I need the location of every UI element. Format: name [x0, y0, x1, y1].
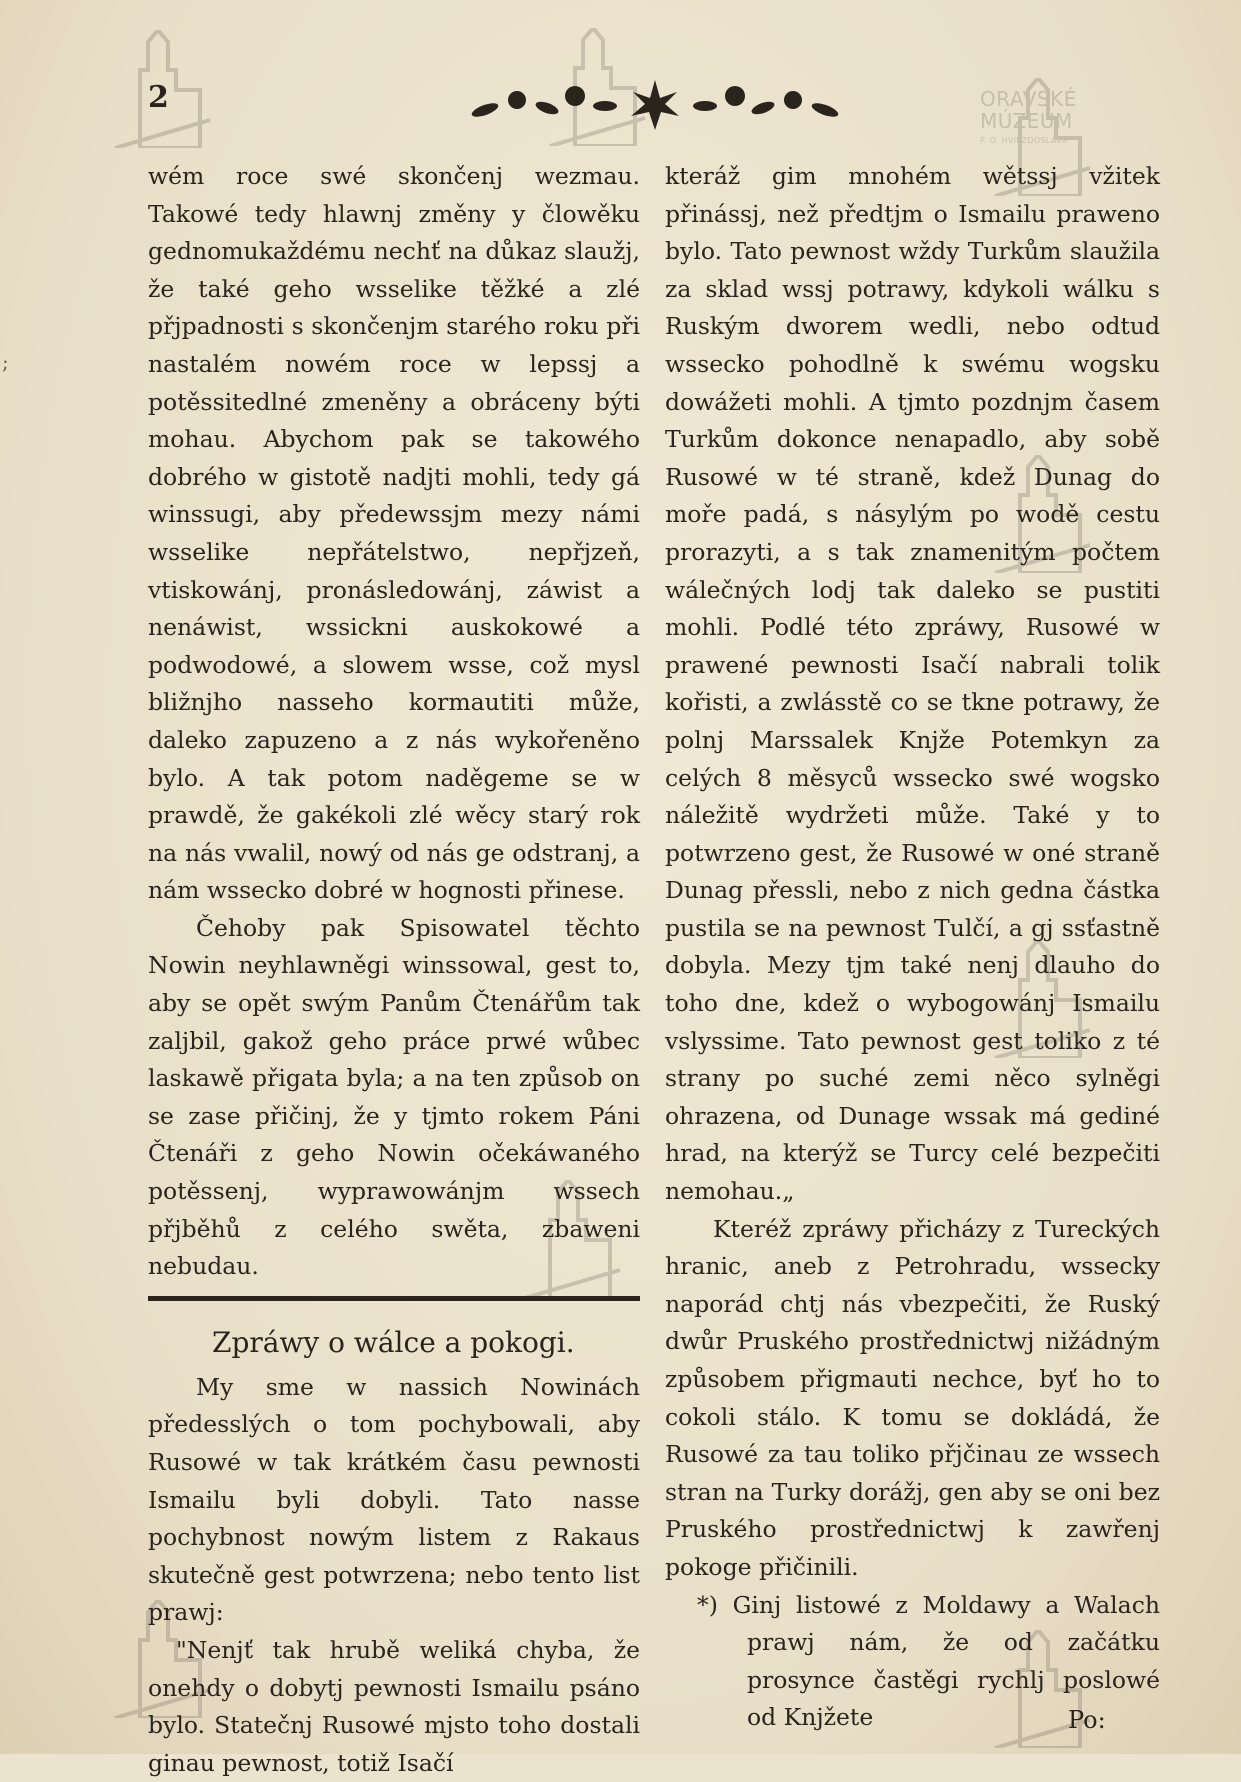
war-paragraph: My sme w nassich Nowinách předesslých o tom pochybowali, aby Rusowé w tak krátkém času pewnosti Ismailu byli dobyli. Tato nasse pochybnost nowým listem z Rakaus skutečně gest potwrzena; nebo tento list prawj:: [148, 1372, 640, 1627]
ornament-divider-icon: [465, 76, 845, 132]
section-heading: Zpráwy o wálce a pokogi.: [212, 1325, 575, 1359]
page-number: 2: [148, 80, 169, 115]
author-paragraph: Čehoby pak Spisowatel těchto Nowin neyhlawněgi winssowal, gest to, aby se opět swým Panům Čtenářům tak zaljbil, gakož geho práce prwé wůbec laskawě přigata byla; a na ten způsob on se zase přičinj, že y tjmto rokem Páni Čtenáři z geho Nowin očekáwaného potěssenj, wyprawowánjm wssech přjběhů z celého swěta, zbaweni nebudau.: [148, 913, 640, 1281]
watermark-stamp: [110, 30, 345, 150]
footnote-text: Ginj listowé z Moldawy a Walach prawj nám, že od začátku prosynce častěgi rychlj poslowé od Knjžete: [732, 1590, 1160, 1732]
quote-paragraph: "Nenjť tak hrubě weliká chyba, že onehdy o dobytj pewnosti Ismailu psáno bylo. Statečnj Rusowé mjsto toho dostali ginau pewnost, totiž Isačí: [148, 1635, 640, 1777]
news-paragraph: Kteréž zpráwy přicházy z Tureckých hranic, aneb z Petrohradu, wssecky naporád chtj nás vbezpečiti, že Ruský dwůr Pruského prostřednictwj nižádným způsobem přigmauti nechce, byť ho to cokoli stálo. K tomu se dokládá, že Rusowé za tau toliko přjčinau ze wssech stran na Turky dorážj, gen aby se oni bez Pruského prostřednictwj k zawřenj pokoge přičinili.: [665, 1214, 1160, 1581]
footnote-marker: *): [697, 1590, 718, 1619]
margin-mark: ;: [2, 350, 9, 374]
left-column: [148, 158, 640, 1782]
intro-paragraph: wém roce swé skončenj wezmau. Takowé tedy hlawnj změny y člowěku gednomukaždému nechť na důkaz slaužj, že také geho wsselike těžké a zlé přjpadnosti s skončenjm starého roku při nastalém nowém roce w lepssj a potěssitedlné zmeněny a obráceny býti mohau. Abychom pak se takowého dobrého w gistotě nadjti mohli, tedy gá winssugi, aby předewssjm mezy námi wsselike nepřátelstwo, nepřjzeň, vtiskowánj, pronásledowánj, záwist a nenáwist, wssickni auskokowé a podwodowé, a slowem wsse, což mysl bližnjho nasseho kormautiti může, daleko zapuzeno a z nás wykořeněno bylo. A tak potom naděgeme se w prawdě, že gakékoli zlé wěcy starý rok na nás vwalil, nowý od nás ge odstranj, a nám wssecko dobré w hognosti přinese.: [148, 162, 640, 905]
catchword: Po:: [1068, 1706, 1106, 1734]
right-column: [665, 158, 1160, 1737]
section-rule: [148, 1296, 640, 1301]
watermark-stamp: ORAVSKÉ MÚZEUM P. O. HVIEZDOSLAVA: [990, 78, 1225, 198]
quote-continuation: kteráž gim mnohém wětssj vžitek přinássj, než předtjm o Ismailu praweno bylo. Tato pewnost wždy Turkům slaužila za sklad wssj potrawy, kdykoli wálku s Ruským dworem wedli, nebo odtud wssecko pohodlně k swému wogsku dowážeti mohli. A tjmto pozdnjm časem Turkům dokonce nenapadlo, aby sobě Rusowé w té straně, kdež Dunag do moře padá, s násylým po wodě cestu prorazyti, a s tak znamenitým počtem wálečných lodj tak daleko se pustiti mohli. Podlé této zpráwy, Rusowé w prawené pewnosti Isačí nabrali tolik kořisti, a zwlásstě co se tkne potrawy, že polnj Marssalek Knjže Potemkyn za celých 8 měsyců wssecko swé wogsko náležitě wydržeti může. Také y to potwrzeno gest, že Rusowé w oné straně Dunag přessli, nebo z nich gedna částka pustila se na pewnost Tulčí, a gj ssťastně dobyla. Mezy tjm také nenj dlauho do toho dne, kdež o wybogowánj Ismailu vslyssime. Tato pewnost gest toliko z té strany po suché zemi něco sylněgi ohrazena, od Dunage wssak má gediné hrad, na kterýž se Turcy celé bezpečiti nemohau.„: [665, 162, 1160, 1206]
